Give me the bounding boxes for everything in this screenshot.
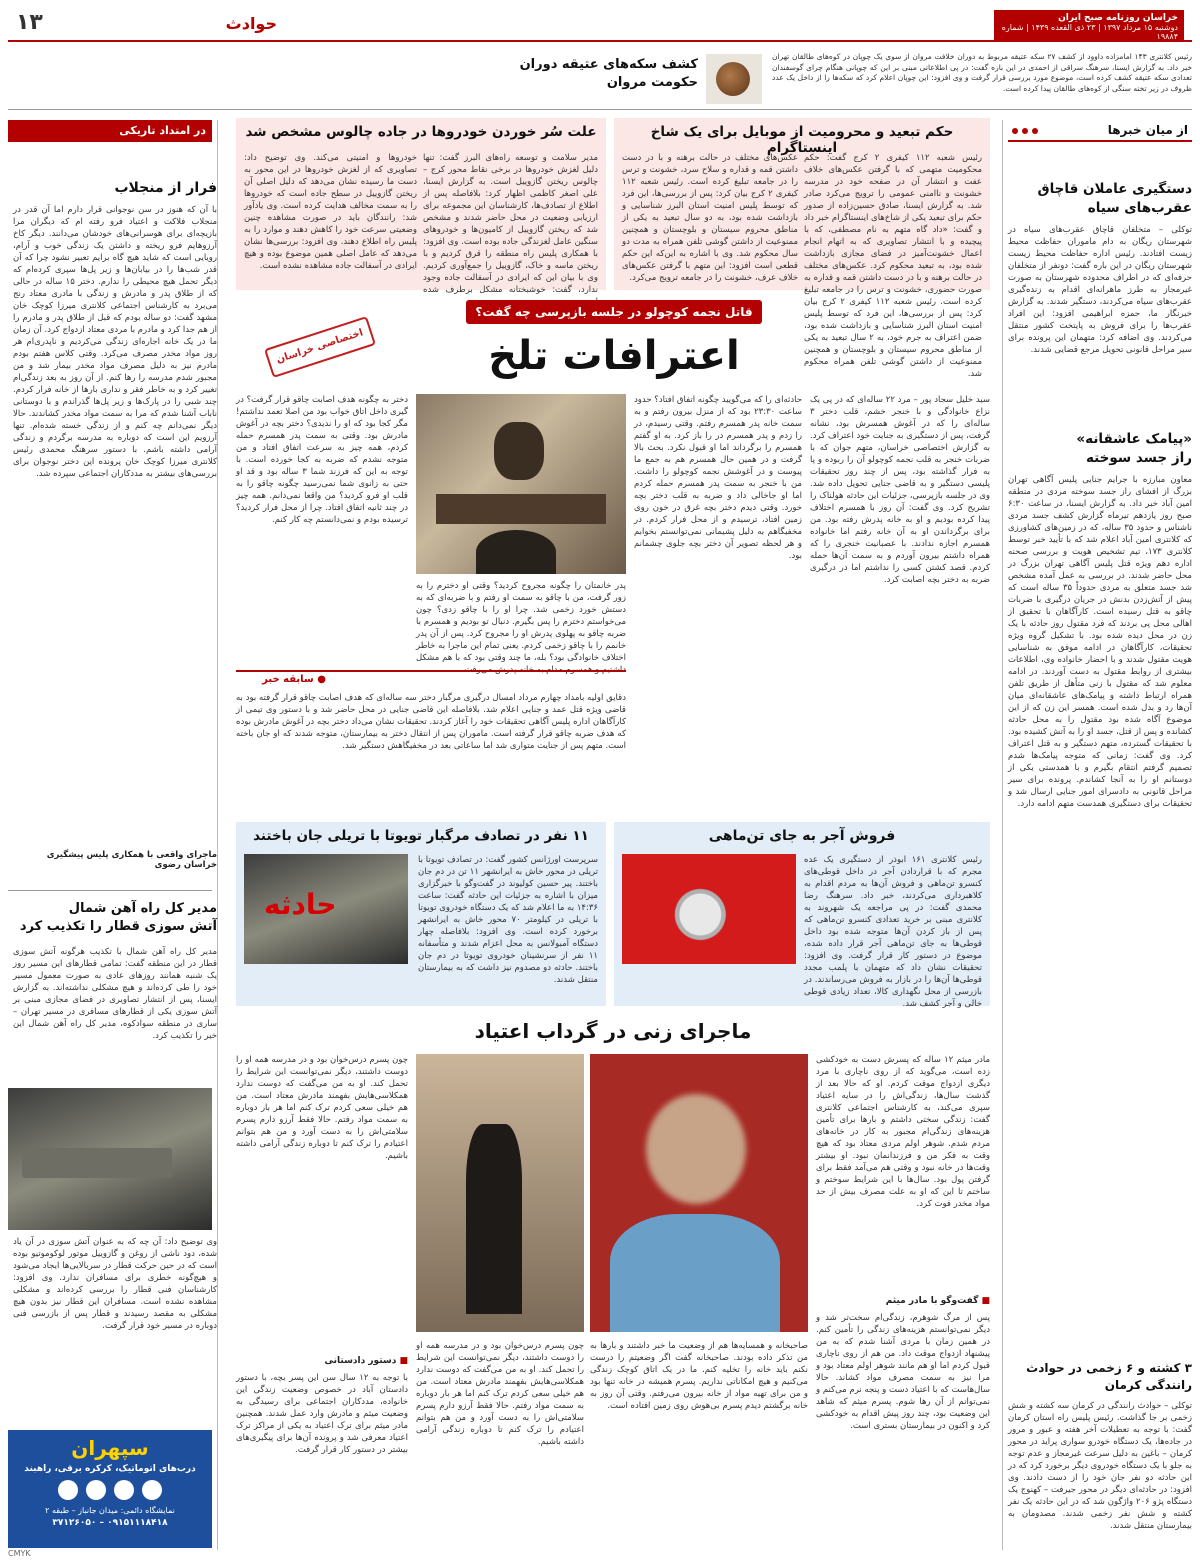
story2-body: معاون مبارزه با جرایم جنایی پلیس آگاهی تهران بزرگ از افشای راز جسد سوخته مردی در منطقه امین آباد خبر داد. به گزارش ایسنا، در ساعت ۶:۳۰ صبح روز یازدهم تیرماه گزارش کشف جسد مردی ناشناس و حدود ۳۵ ساله، که در زمین‌های کشاورزی که کلانتری امین آباد اعلام شد که با تأیید خبر توسط کلانتری ۱۷۳، تیم تشخیص هویت و بررسی صحنه اداره دهم ویژه قتل پلیس آگاهی تهران بزرگ در محل حاضر شدند. در بررسی به عمل آمده مشخص شد جسد متعلق به مردی حدوداً ۳۵ ساله است که پیش از آتش‌زدن بدنش در جریان درگیری با ضربات چاقو به قتل رسیده است. کارآگاهان با تحقیق از اهالی محل پی بردند که فرد مقتول روز حادثه با یک زن در محل دیده شده بود. با تشکیل گروه ویژه تحقیقات، کارآگاهان در ادامه موفق به شناسایی هویت مقتول شدند و با احضار خانواده وی، اطلاعات بیشتری از روابط مقتول به دست آوردند. در ادامه معلوم شد که مقتول با زنی متأهل از طریق تلفن همراه ارتباط داشته و پیامک‌های عاشقانه‌ای میان آن‌ها رد و بدل شده است. همسر این زن که از این موضوع آگاه شده بود مقتول را به محل حادثه کشانده و پس از قتل، جسد او را به آتش کشیده بود. با تحقیقات گسترده، متهم دستگیر و به قتل اعتراف کرد. وی گفت: زمانی که متوجه پیامک‌ها شدم تصمیم گرفتم انتقام بگیرم و با همدستی یکی از دوستانم او را به آنجا کشاندم. پرونده برای سیر مراحل قانونی به دادسرای امور جنایی ارسال شد و تحقیقات برای دستگیری همدست متهم ادامه دارد. bbox=[1008, 475, 1192, 809]
addiction-col3-cont: چون پسرم درس‌خوان بود و در مدرسه همه او را دوست داشتند، دیگر نمی‌توانست این شرایط را تحمل کند. او به من می‌گفت که دوست ندارد همکلاسی‌هایش بفهمند مادرش معتاد است. من هم خیلی سعی کردم ترک کنم اما هر بار دوباره به سمت مواد رفتم. حالا فقط آرزو دارم پسرم سلامتی‌اش را به دست آورد و من هم بتوانم اعتیادم را ترک کنم تا دوباره زندگی آرامی داشته باشیم. bbox=[416, 1341, 584, 1447]
main-headline: اعترافات تلخ bbox=[488, 333, 740, 379]
bullet-icon bbox=[1022, 128, 1028, 134]
ad-address: نمایشگاه دائمی: میدان جانباز – طبقه ۲ bbox=[45, 1506, 175, 1515]
ad-phones: ۰۹۱۵۱۱۱۸۴۱۸ – ۳۷۱۲۶۰۵۰ bbox=[52, 1518, 168, 1528]
chador-shape bbox=[466, 1124, 522, 1314]
cans-photo bbox=[622, 854, 796, 964]
shirt-shape bbox=[610, 1214, 780, 1332]
person-back-shape bbox=[476, 530, 556, 574]
addiction-col5: با توجه به ۱۲ سال سن این پسر بچه، با دستور دادستان آباد در خصوص وضعیت زندگی این خانواده، مددکاران اجتماعی برای رسیدگی به وضعیت میثم و مادرش وارد عمل شدند. همچنین مادر میثم برای ترک اعتیاد به یکی از مراکز ترک اعتیاد معرفی شد و پرونده آن‌ها برای پیگیری‌های بیشتر در دستور کار قرار گرفت. bbox=[236, 1373, 408, 1455]
left-label: در امتداد تاریکی bbox=[119, 124, 206, 137]
story1-body: توکلی – متخلفان قاچاق عقرب‌های سیاه در شهرستان ریگان به دام ماموران حفاظت محیط زیست افتادند. رئیس اداره حفاظت محیط زیست شهرستان ریگان در این باره گفت: دونفر از متخلفان حرفه‌ای که در اطراف محدوده شهرستان به صورت غیرمجاز به طرز ماهرانه‌ای اقدام به زنده‌گیری عقرب‌های سیاه می‌کردند، دستگیر شدند. به گزارش خبرنگار ما، حمزه ابراهیمی افزود: این افراد عقرب‌ها را برای فروش به پایتخت کشور منتقل می‌کردند. وی اضافه کرد: متهمان این پرونده برای سیر مراحل قانونی تحویل مرجع قضایی شدند. bbox=[1008, 225, 1192, 355]
sidebar-label-bar bbox=[1008, 120, 1192, 142]
accident-photo-caption: حادثه bbox=[264, 888, 337, 921]
addiction-story bbox=[236, 1014, 990, 1550]
addiction-col1: مادر میثم ۱۲ ساله که پسرش دست به خودکشی زده است، می‌گوید که از روی ناچاری با مرد دیگری ازدواج موقت کردم. او که حالا بعد از گذشت سال‌ها، زندگی‌اش را در سایه اعتیاد سپری می‌کند، به کارشناس اجتماعی کلانتری گفت: زندگی سختی داشتم و بارها برای تأمین هزینه‌های زندگی‌ام مجبور به کار در خانه‌های مردم شدم. شوهر اولم مردی معتاد بود که هیچ وقت به فکر من و فرزندانمان نبود. او بیشتر وقت‌ها در خانه نبود و وقتی هم می‌آمد فقط برای گرفتن پول بود. سال‌ها با این شرایط سوختم و ساختم تا این که او به علت مصرف بیش از حد مواد مخدر فوت کرد. bbox=[816, 1055, 990, 1209]
main-col4: پدر خانمتان را چگونه مجروح کردید؟ وقتی او دخترم را به زور گرفت، من با چاقو به سمت او رفتم و با ضربه‌ای که به دستش خورد زخمی شد. چرا او را با چاقو زدی؟ چون می‌خواستم دخترم را پس بگیرم. دنبال تو بودیم و همسرم با ضربه چاقو به پهلوی پدرش او را مجروح کرد. پس از آن پدر خانمم را با چاقو زخمی کردم. یعنی تمام این ماجرا به خاطر اختلاف خانوادگی بود؟ بله، ما چند وقتی بود که با هم مشکل داشتیم و همسرم مدام به خانه پدرش می‌رفت. bbox=[416, 581, 626, 675]
ad-brand: سپهران bbox=[71, 1436, 149, 1460]
story2-title-line2: راز جسد سوخته bbox=[1085, 450, 1192, 466]
instagram-title: حکم تبعید و محرومیت از موبایل برای یک شاخ اینستاگرام bbox=[650, 124, 954, 156]
remote-icon bbox=[58, 1480, 78, 1500]
addiction-col4: صاحبخانه و همسایه‌ها هم از وضعیت ما خبر داشتند و بارها به من تذکر داده بودند. صاحبخانه گفت اگر وضعیتم را درست نکنم باید خانه را تخلیه کنم. ما در یک اتاق کوچک زندگی می‌کنیم و هیچ امکاناتی نداریم. پسرم همیشه در خانه تنها بود و من برای تهیه مواد از خانه بیرون می‌رفتم. وقتی آن روز به خانه برگشتم دیدم پسرم بی‌هوش روی زمین افتاده است. bbox=[590, 1341, 808, 1411]
page-number: ۱۳ bbox=[16, 10, 43, 35]
left-story2-title-line1: مدیر کل راه آهن شمال bbox=[68, 901, 217, 916]
bullet-icon bbox=[1012, 128, 1018, 134]
main-col3: دختر به چگونه هدف اصابت چاقو قرار گرفت؟ در گیری داخل اتاق خواب بود من اصلا تعمد نداشتم! مگر کجا بود که او را ندیدی؟ دختر بچه در آغوش مادرش بود. وقتی به سمت پدر همسرم حمله کردم، همه چیز به سرعت اتفاق افتاد و من متوجه نشدم که ضربه به کجا خورده است. با توجه به این که فرزند شما ۳ ساله بود و قد او حتی به زانوی شما نمی‌رسید چگونه چاقو را به قلب او فرو کردید؟ من واقعا نمی‌دانم. همه چیز در چند ثانیه اتفاق افتاد. چرا از محل فرار کردید؟ ترسیده بودم و نمی‌دانستم چه کار کنم. bbox=[236, 395, 408, 525]
instagram-body-col1: رئیس شعبه ۱۱۲ کیفری ۲ کرج گفت: حکم محکومیت متهمی که با گرفتن عکس‌های خلاف عفت و انتشار آن در صفحه خود در مدرسه خشونت و ناامنی عمومی را ترویج می‌کرد صادر شد. به گزارش ایسنا، صادق حسین‌زاده از صدور حکم برای تبعید یکی از شاخ‌های اینستاگرام خبر داد و گفت: «داد گاه متهم به نام مصطفی، که با پیچیده و با انتشار تصاویری که به اتهام انجام اعمال خشونت‌آمیز در فضای مجازی بازداشت شده بود، به تبعید محکوم کرد. عکس‌های مختلف در حالت برهنه و با در دست داشتن قمه و قداره به صورت حضوری، خشونت و ترس را در جامعه تبلیغ کرده است. رئیس شعبه ۱۱۲ کیفری ۲ کرج بیان کرد: پس از بررسی‌ها، این فرد که توسط پلیس امنیت استان البرز شناسایی و بازداشت شده بود، ضمن اعتراف به جرم خود، به ۲ سال تبعید به یکی از مناطق محروم سیستان و بلوچستان و همچنین ممنوعیت از داشتن گوشی تلفن همراه محکوم شد. bbox=[804, 153, 982, 379]
tuna-title: فروش آجر به جای تن‌ماهی bbox=[708, 828, 896, 844]
chalus-story-box bbox=[236, 118, 606, 295]
crash-title: ۱۱ نفر در تصادف مرگبار تویوتا با تریلی جان باختند bbox=[253, 828, 589, 844]
barrier-icon bbox=[86, 1480, 106, 1500]
left-story2-title-line2: آتش سوزی قطار را تکذیب کرد bbox=[19, 919, 217, 934]
paper-name: خراسان روزنامه صبح ایران bbox=[1058, 13, 1178, 23]
chalus-title: علت سُر خوردن خودروها در جاده چالوس مشخص شد bbox=[245, 124, 597, 140]
chalus-body-col1: مدیر سلامت و توسعه راه‌های البرز گفت: تنها دلیل لغزش خودروها در برخی نقاط محور کرج – چالوس ریختن گازوییل است. به گزارش ایسنا، علی اصغر کاظمی اظهار کرد: بلافاصله پس از اطلاع از تصادف‌ها، کارشناسان این مجموعه برای ارزیابی وضعیت در محل حاضر شدند و مشخص شد که ریختن گازوییل از کامیون‌ها و خودروهای سنگین عامل لغزندگی جاده بوده است. وی افزود: با همکاری پلیس راه منطقه را قرق کردیم و با ریختن ماسه و خاک، گازوییل را جمع‌آوری کردیم. وی با بیان این که ایرادی در آسفالت جاده وجود ندارد، گفت: خوشبختانه مشکل برطرف شده bbox=[423, 153, 598, 295]
addiction-subhead1-text: گفت‌و‌گو با مادر میثم bbox=[885, 1296, 979, 1306]
accident-photo bbox=[244, 854, 408, 964]
train-photo bbox=[8, 1088, 212, 1230]
main-col1: سید خلیل سجاد پور – مرد ۲۲ ساله‌ای که در پی یک نزاع خانوادگی و با خنجر خشم، قلب دختر ۳ ساله‌ای را که در آغوش همسرش بود، نشانه گرفت، پس از دستگیری به جنایت خود اعتراف کرد. به گزارش اختصاصی خراسان، متهم جوان که با ضربات خنجر به قلب نجمه کوچولو آن را ربوده و پا به فرار گذاشته بود، پس از چند روز تحقیقات پلیسی دستگیر و به قاضی جنایی تحویل داده شد. وی در جلسه بازپرسی، جزئیات این حادثه هولناک را تشریح کرد. وی گفت: آن روز با همسرم اختلاف پیدا کرده بودیم و او به خانه پدرش رفته بود. من برای برگرداندن او به آن خانه رفتم اما خانواده همسرم اجازه ندادند. با عصبانیت خنجری را که همراه داشتم بیرون آوردم و به سمت آن‌ها حمله کردم. قصد کشتن کسی را نداشتم اما در درگیری ضربه به دختر بچه اصابت کرد. bbox=[810, 395, 990, 585]
background-label bbox=[262, 674, 326, 685]
coins-title-line2: حکومت مروان bbox=[606, 75, 698, 90]
coins-title bbox=[518, 56, 698, 92]
tuna-body: رئیس کلانتری ۱۶۱ ابوذر از دستگیری یک عده مجرم که با قراردادن آجر در داخل قوطی‌های کنسرو تن‌ماهی و فروش آن‌ها به مردم اقدام به کلاهبرداری می‌کردند، خبر داد. سرهنگ رضا محمدی گفت: در پی مراجعه یک شهروند به کلانتری مبنی بر خرید تعدادی کنسرو تن‌ماهی که پس از باز کردن آن‌ها متوجه شده بود داخل قوطی‌ها به جای تن‌ماهی آجر قرار داده شده، موضوع در دستور کار قرار گرفت. وی افزود: تحقیقات نشان داد که متهمان با پلمب مجدد قوطی‌ها آن‌ها را در بازار به فروش می‌رساندند. در بازرسی از محل نگهداری کالا، تعداد زیادی قوطی خالی و آجر کشف شد. bbox=[804, 855, 982, 1009]
top-strip-story bbox=[8, 48, 1192, 110]
sepahran-ad[interactable] bbox=[8, 1430, 212, 1548]
suspect-photo bbox=[416, 394, 626, 574]
story2-title bbox=[1008, 430, 1192, 468]
coins-photo bbox=[706, 54, 762, 104]
chalus-body-col2: خودروها و امنیتی می‌کند. وی توضیح داد: تصاویری که از لغزش خودروها در این محور به دست ما رسیده نشان می‌دهد که دلیل اصلی آن ریختن گازوییل در سطح جاده است که خودروها را به سمت مخالف هدایت کرده است. وی یادآور شد: رانندگان باید در صورت مشاهده چنین وضعیتی سرعت خود را کاهش دهند و موارد را به پلیس راه اطلاع دهند. وی افزود: بررسی‌ها نشان می‌دهد که عامل اصلی همین موضوع بوده و هیچ ایرادی در آسفالت جاده مشاهده نشده است. bbox=[244, 153, 417, 271]
addiction-title: ماجرای زنی در گرداب اعتیاد bbox=[474, 1019, 752, 1043]
left-label-bar bbox=[8, 120, 212, 142]
instagram-body-col2: عکس‌های مختلف در حالت برهنه و با در دست داشتن قمه و قداره و سلاح سرد، خشونت و ترس را در جامعه تبلیغ کرده است. رئیس شعبه ۱۱۲ کیفری ۲ کرج بیان کرد: پس از بررسی‌ها، این فرد که توسط پلیس امنیت استان البرز شناسایی و بازداشت شده بود، به دو سال تبعید به یکی از مناطق محروم سیستان و بلوچستان و همچنین ممنوعیت از داشتن گوشی تلفن همراه به مدت دو سال محکوم شد. وی با اشاره به این‌که این حکم قطعی است افزود: این متهم با گرفتن عکس‌های خلاف عرف، خشونت را در جامعه ترویج می‌کرد. bbox=[622, 153, 798, 283]
alert-icon: ● bbox=[317, 674, 326, 685]
background-label-text: سابقه خبر bbox=[262, 674, 314, 685]
person-shape bbox=[494, 422, 544, 480]
main-kicker: قاتل نجمه کوچولو در جلسه بازپرسی چه گفت؟ bbox=[466, 300, 762, 324]
story2-title-line1: «پیامک عاشقانه» bbox=[1076, 431, 1192, 447]
crash-body: سرپرست اورژانس کشور گفت: در تصادف تویوتا با تریلی در محور خاش به ایرانشهر ۱۱ تن در دم جان باختند. پیر حسین کولیوند در گفت‌وگو با خبرگزاری میزان با اشاره به جزئیات این حادثه گفت: ساعت ۱۴:۳۶ به ما اعلام شد که یک دستگاه خودروی تویوتا با تریلی در کیلومتر ۷۰ محور خاش به ایرانشهر برخورد کرده است. وی افزود: بلافاصله چهار دستگاه آمبولانس به محل اعزام شدند و متأسفانه ۱۱ نفر از سرنشینان خودروی تویوتا در دم جان باختند. حادثه دو مصدوم نیز داشت که به بیمارستان منتقل شدند. bbox=[418, 855, 599, 985]
tuna-story-box bbox=[614, 822, 990, 1009]
sidebar-label: از میان خبرها bbox=[1107, 123, 1188, 137]
coins-body: رئیس کلانتری ۱۴۳ امامزاده داوود از کشف ۲۷ سکه عتیقه مربوط به دوران خلافت مروان از سوی یک چوپان در کوه‌های طالقان تهران خبر داد. به گزارش ایسنا، سرهنگ سراقی از احمدی در این باره گفت: در پی اطلاعاتی مبنی بر این که چوپانی هنگام چرای گوسفندان تعدادی سکه عتیقه کشف کرده است، موضوع مورد بررسی قرار گرفت و وی افزود: این چوپان اعلام کرد که سکه‌ها را از داخل یک عدد ظروف در زیر تخته سنگی از کوه‌های طالقان پیدا کرده است. bbox=[772, 52, 1192, 93]
left-story1-byline bbox=[13, 850, 217, 870]
coin-image bbox=[716, 62, 750, 96]
train-shape bbox=[22, 1148, 172, 1178]
square-bullet-icon: ■ bbox=[399, 1356, 408, 1366]
square-bullet-icon: ■ bbox=[981, 1296, 990, 1306]
print-code: CMYK bbox=[8, 1549, 31, 1558]
right-sidebar bbox=[1002, 120, 1192, 1550]
addiction-subhead1 bbox=[816, 1296, 990, 1306]
story3-title-line2: رانندگی کرمان bbox=[1104, 1378, 1192, 1392]
addiction-subhead2-text: دستور دادستانی bbox=[324, 1356, 397, 1366]
left-story2-title bbox=[13, 900, 217, 936]
divider bbox=[8, 890, 212, 891]
blurred-face-shape bbox=[646, 1094, 746, 1204]
addiction-col2: پس از مرگ شوهرم، زندگی‌ام سخت‌تر شد و دیگر نمی‌توانستم هزینه‌های زندگی را تأمین کنم. در همین زمان با مردی آشنا شدم که به من پیشنهاد ازدواج موقت داد. من هم از روی ناچاری قبول کردم اما او هم مانند شوهر اولم معتاد بود و مرا نیز به سمت مصرف مواد کشاند. حالا سال‌هاست که با اعتیاد دست و پنجه نرم می‌کنم و نمی‌توانم از آن رها شوم. پسرم میثم که شاهد این وضعیت بود، چند روز پیش اقدام به خودکشی کرد و اکنون در بیمارستان بستری است. bbox=[816, 1313, 990, 1431]
issue-line: دوشنبه ۱۵ مرداد ۱۳۹۷ | ۲۳ ذی القعده ۱۴۳۹ | شماره ۱۹۸۸۴ bbox=[1001, 23, 1178, 41]
crash-story-box bbox=[236, 822, 606, 1006]
left-column bbox=[8, 120, 218, 1550]
main-story bbox=[236, 296, 990, 816]
shutter-icon bbox=[114, 1480, 134, 1500]
addiction-subhead2 bbox=[236, 1356, 408, 1366]
byline-line2: خراسان رضوی bbox=[154, 860, 217, 870]
desk-shape bbox=[436, 494, 606, 524]
left-story1-title: فرار از منجلاب bbox=[114, 180, 217, 196]
main-col2: حادثه‌ای را که می‌گویید چگونه اتفاق افتاد؟ حدود ساعت ۲۳:۳۰ بود که از منزل بیرون رفتم و به سمت خانه پدر همسرم رفتم. وقتی رسیدم، در را زدم و پدر همسرم در را باز کرد. به او گفتم همسرم را برگرداند اما او قبول نکرد. بحث بالا گرفت و در همین حال همسرم هم به جمع ما پیوست و در آغوشش نجمه کوچولو را داشت. من با خنجر به سمت پدر همسرم حمله کردم اما او جاخالی داد و ضربه به قلب دختر بچه خورد. وقتی دیدم دختر بچه غرق در خون روی زمین افتاد، ترسیدم و از محل فرار کردم. در مخفیگاهم به دلیل پشیمانی نمی‌توانستم بخوابم و هر لحظه تصویر آن دختر بچه جلوی چشمانم بود. bbox=[634, 395, 802, 561]
mother-photo bbox=[416, 1054, 584, 1332]
story3-body: توکلی – حوادث رانندگی در کرمان سه کشته و شش زخمی بر جا گذاشت. رئیس پلیس راه استان کرمان گفت: با توجه به تعطیلات آخر هفته و عبور و مرور در جاده‌ها، یک دستگاه خودرو سواری پراید در محور کرمان – باغین به دلیل سرعت غیرمجاز و عدم توجه به جلو با یک دستگاه خودروی دیگر برخورد کرد که در این حادثه دو نفر جان خود را از دست دادند. وی افزود: در حادثه‌ای دیگر در محور جیرفت – کهنوج یک دستگاه پژو ۲۰۶ واژگون شد که در این حادثه یک نفر کشته و شش نفر زخمی شدند. مصدومان به بیمارستان منتقل شدند. bbox=[1008, 1401, 1192, 1531]
coins-title-line1: کشف سکه‌های عتیقه دوران bbox=[519, 57, 698, 72]
background-box bbox=[236, 670, 626, 814]
story1-title: دستگیری عاملان قاچاق عقرب‌های سیاه bbox=[1037, 181, 1192, 216]
background-body: دقایق اولیه بامداد چهارم مرداد امسال درگیری مرگبار دختر سه ساله‌ای که هدف اصابت چاقو قرار گرفته بود به قاضی ویژه قتل عمد و جنایی اعلام شد. بلافاصله این قاضی جنایی در محل حاضر شد و با دستور وی تیمی از کارآگاهان اداره پلیس آگاهی تحقیقات خود را آغاز کردند. تحقیقات نشان می‌داد دختر بچه در آغوش مادرش بوده که هدف ضربه چاقو قرار گرفته است. ماموران پس از انتقال دختر به بیمارستان، متوجه شدند که او جان باخته است. متهم پس از جنایت متواری شد اما ساعاتی بعد در مخفیگاهش دستگیر شد. bbox=[236, 693, 626, 751]
section-name: حوادث bbox=[225, 14, 277, 33]
masthead bbox=[994, 10, 1184, 40]
addiction-col3: چون پسرم درس‌خوان بود و در مدرسه همه او را دوست داشتند، دیگر نمی‌توانست این شرایط را تحمل کند. او به من می‌گفت که دوست ندارد همکلاسی‌هایش بفهمند مادرش معتاد است. من هم خیلی سعی کردم ترک کنم اما هر بار دوباره به سمت مواد رفتم. حالا فقط آرزو دارم پسرم سلامتی‌اش را به دست آورد و من هم بتوانم اعتیادم را ترک کنم تا دوباره زندگی آرامی داشته باشیم. bbox=[236, 1055, 408, 1161]
story3-title-line1: ۳ کشته و ۶ زخمی در حوادث bbox=[1026, 1361, 1192, 1375]
page-header bbox=[8, 8, 1192, 42]
ad-icons bbox=[14, 1480, 206, 1500]
boy-photo bbox=[590, 1054, 808, 1332]
ad-products: درب‌های اتوماتیک، کرکره برقی، راهبند bbox=[24, 1464, 196, 1474]
gate-icon bbox=[142, 1480, 162, 1500]
exclusive-stamp: اختصاصی خراسان bbox=[264, 316, 376, 378]
bullet-icon bbox=[1032, 128, 1038, 134]
left-story2-body: مدیر کل راه آهن شمال با تکذیب هرگونه آتش سوزی قطار در این منطقه گفت: تمامی قطارهای این مسیر روز یک شنبه همانند روزهای عادی به صورت معمول مسیر خود را طی کرده‌اند و هیچ مشکلی نداشته‌اند. به گزارش ایسنا، پس از انتشار تصاویری در فضای مجازی مبنی بر آتش سوزی یکی از قطارهای مسافری در مسیر تهران – ساری در منطقه سوادکوه، مدیر کل راه آهن شمال این خبر را تکذیب کرد. bbox=[13, 947, 217, 1041]
left-story1-body: با آن که هنوز در سن نوجوانی قرار دارم اما آن قدر در منجلاب فلاکت و اعتیاد فرو رفته ام که دیگران مرا بازیچه‌ای برای هوسرانی‌های خودشان می‌دانند. دیگر کاخ آرزوهایم فرو ریخته و داشتن یک زندگی خوب و آرام، رویایی است که شاید هیچ گاه برایم تعبیر نشود چرا که آن قدر شب‌ها را در بیابان‌ها و زیر پل‌ها سپری کرده‌ام که دیگر تحمل هیچ محیطی را ندارم. دختر ۱۵ ساله در حالی که از طلاق پدر و مادرش و زندگی با مادری معتاد رنج می‌برد به کارشناس اجتماعی کلانتری میرزا کوچک خان مشهد گفت: دو ساله بودم که قبل از طلاق پدر و مادرم را از هم جدا کرد و مادرم با مردی معتاد ازدواج کرد. آن زمان ما در یک خانه اجاره‌ای زندگی می‌کردیم و ناپدری‌ام هر روز مواد مخدر مصرف می‌کرد. وقتی کلاس هفتم بودم مادرم نیز به دلیل مصرف مواد مخدر بیمار شد و من مجبور شدم مدرسه را رها کنم. از آن روز به بعد زندگی‌ام تغییر کرد و به خاطر فقر و نداری بارها از خانه فرار کردم. چند شبی را در پارک‌ها و زیر پل‌ها گذراندم و با دوستانی ناباب آشنا شدم که مرا به سمت مواد مخدر کشاندند. حالا دیگر نمی‌دانم چه کنم و از زندگی خسته شده‌ام. تنها آرزویم این است که دوباره به مدرسه برگردم و زندگی آرامی داشته باشم. با دستور سرهنگ محمدی رئیس کلانتری میرزا کوچک خان پرونده این دختر نوجوان برای بررسی‌های بیشتر به مددکاران اجتماعی سپرده شد. bbox=[13, 205, 217, 479]
left-story2-body2: وی توضیح داد: آن چه که به عنوان آتش سوزی در آن یاد شده، دود ناشی از روغن و گازوییل موتور لوکوموتیو بوده است که در حین حرکت قطار در سربالایی‌ها ایجاد می‌شود و هیچ‌گونه خطری برای مسافران ندارد. وی افزود: کارشناسان فنی قطار را بررسی کرده‌اند و مشکلی مشاهده نشده است. مسافران این قطار نیز بدون هیچ مشکلی به مقصد رسیدند و قطار پس از بازرسی فنی دوباره در مسیر خود قرار گرفت. bbox=[13, 1237, 217, 1331]
byline-line1: ماجرای واقعی با همکاری پلیس پیشگیری bbox=[46, 850, 217, 860]
story3-title bbox=[1008, 1360, 1192, 1394]
